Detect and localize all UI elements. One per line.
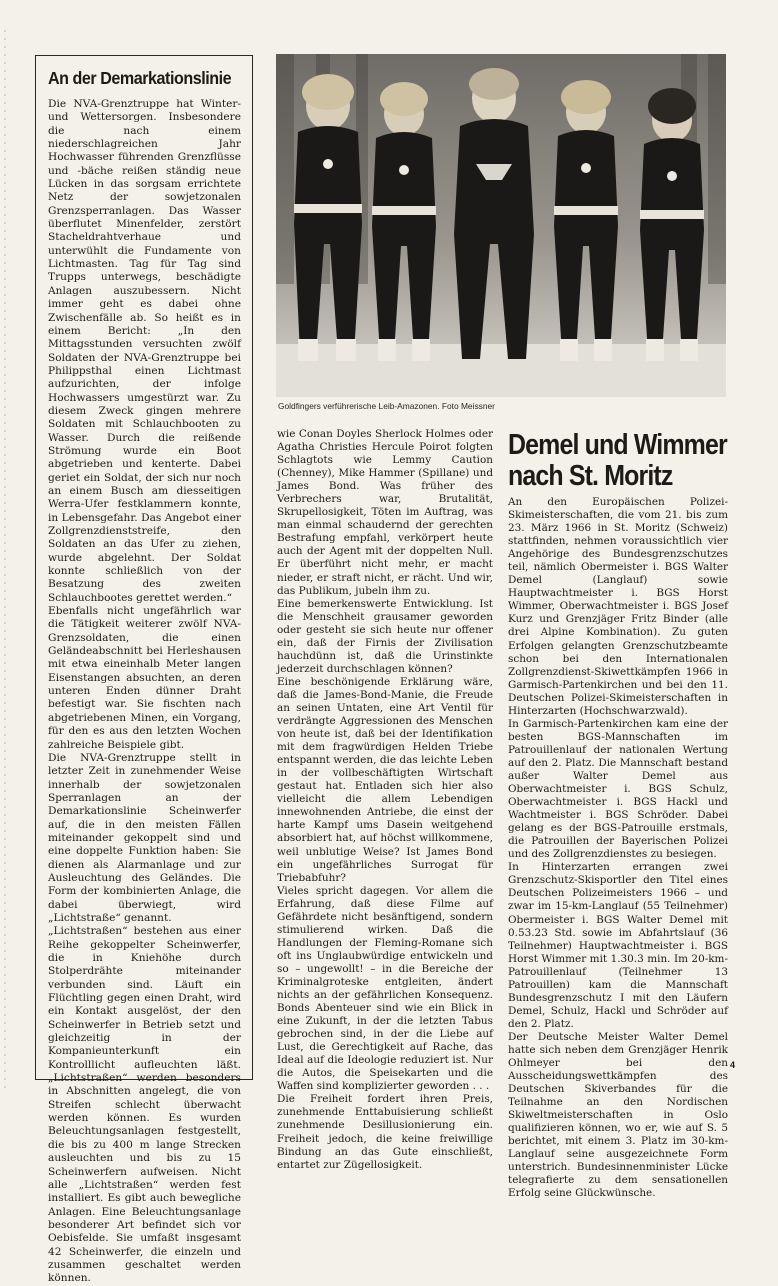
- page-number: 4: [730, 1060, 736, 1070]
- right-paragraph: Der Deutsche Meister Walter Demel hatte sich neben dem Grenzjäger Henrik Ohlmeyer bei den Ausscheidungswettkämpfen des Deutschen Skiverbandes für die Teilnahme an den Nordischen Skiweltmeisterschaften in Oslo qualifizieren können, wo er, wie auf S. 5 berichtet, mit einem 3. Platz im 30-km-Langlauf seine ausgezeichnete Form unterstrich. Bundesinnenminister Lücke telegrafierte zu dem sensationellen Erfolg seine Glückwünsche.: [508, 1030, 728, 1200]
- sidebar-article-body: [48, 98, 241, 1286]
- sidebar-article-title: An der Demarkationslinie: [48, 68, 232, 88]
- middle-paragraph: Eine beschönigende Erklärung wäre, daß die James-Bond-Manie, die Freude an seinen Untaten, eine Art Ventil für verdrängte Aggressionen des Menschen von heute ist, daß bei der Identifikation mit dem fragwürdigen Helden Triebe entspannt werden, die das leichte Leben in der vollbeschäftigten Wirtschaft gestaut hat. Entladen sich hier also vielleicht die allem Lebendigen innewohnenden Antriebe, die einst der harte Kampf ums Dasein weitgehend absorbiert hat, auf höchst willkommene, weil unblutige Weise? Ist James Bond ein ungefährliches Surrogat für Triebabfuhr?: [277, 675, 493, 884]
- scan-edge-mark: [4, 30, 6, 1090]
- middle-paragraph: wie Conan Doyles Sherlock Holmes oder Agatha Christies Hercule Poirot folgten Schlagtots wie Lemmy Caution (Chenney), Mike Hammer (Spillane) und James Bond. Was früher des Verbrechers war, Brutalität, Skrupellosigkeit, Töten im Auftrag, was man einmal schaudernd der gerechten Bestrafung empfahl, verkörpert heute auch der Agent mit der doppelten Null. Er überführt nicht mehr, er macht nieder, er straft nicht, er rächt. Und wir, das Publikum, jubeln ihm zu.: [277, 428, 493, 597]
- headline-line: nach St. Moritz: [508, 460, 673, 492]
- middle-paragraph: Eine bemerkenswerte Entwicklung. Ist die Menschheit grausamer geworden oder gesteht sie sich heute nur offener ein, daß der Firnis der Zivilisation hauchdünn ist, daß die Urinstinkte jederzeit durchschlagen können?: [277, 597, 493, 675]
- right-paragraph: In Garmisch-Partenkirchen kam eine der besten BGS-Mannschaften im Patrouillenlauf der nationalen Wertung auf den 2. Platz. Die Mannschaft bestand außer Walter Demel aus Oberwachtmeister i. BGS Schulz, Oberwachtmeister i. BGS Hackl und Wachtmeister i. BGS Schröder. Dabei gelang es der BGS-Patrouille erstmals, die Patrouillen der Bayerischen Polizei und des Zollgrenzdienstes zu besiegen.: [508, 717, 728, 861]
- sidebar-paragraph: „Lichtstraßen“ bestehen aus einer Reihe gekoppelter Scheinwerfer, die in Kniehöhe durch Stolperdrähte miteinander verbunden sind. Läuft ein Flüchtling gegen einen Draht, wird ein Kontakt ausgelöst, der den Scheinwerfer in Betrieb setzt und gleichzeitig in der Kompanieunterkunft ein Kontrolllicht aufleuchten läßt. „Lichtstraßen“ werden besonders in Abschnitten angelegt, die von Streifen schlecht überwacht werden können. Es wurden Beleuchtungsanlagen festgestellt, die bis zu 400 m lange Strecken ausleuchten und bis zu 15 Scheinwerfern aufweisen. Nicht alle „Lichtstraßen“ werden fest installiert. Es gibt auch bewegliche Anlagen. Eine Beleuchtungsanlage besonderer Art befindet sich vor Oebisfelde. Sie umfaßt insgesamt 42 Scheinwerfer, die einzeln und zusammen geschaltet werden können.: [48, 925, 241, 1285]
- middle-article-body: [277, 428, 493, 1172]
- photo-image: [276, 54, 726, 397]
- middle-paragraph: Die Freiheit fordert ihren Preis, zunehmende Enttabuisierung schließt zunehmende Desillusionierung ein. Freiheit jedoch, die keine freiwillige Bindung an das Gute einschließt, entartet zur Zügellosigkeit.: [277, 1093, 493, 1171]
- photo-amazons: [276, 54, 726, 397]
- right-paragraph: An den Europäischen Polizei-Skimeisterschaften, die vom 21. bis zum 23. März 1966 in St. Moritz (Schweiz) stattfinden, nehmen voraussichtlich vier Angehörige des Bundesgrenzschutzes teil, nämlich Obermeister i. BGS Walter Demel (Langlauf) sowie Hauptwachtmeister i. BGS Horst Wimmer, Oberwachtmeister i. BGS Josef Kurz und Grenzjäger Fritz Binder (alle drei Alpine Kombination). Zu guten Erfolgen gelangten Grenzschutzbeamte schon bei den Internationalen Zollgrenzdienst-Skiwettkämpfen 1966 in Garmisch-Partenkirchen und bei den 11. Deutschen Polizei-Skimeisterschaften in Hinterzarten (Hochschwarzwald).: [508, 496, 728, 717]
- right-article-headline: [508, 429, 727, 492]
- right-paragraph: In Hinterzarten errangen zwei Grenzschutz-Skisportler den Titel eines Deutschen Polizeimeisters 1966 – und zwar im 15-km-Langlauf (55 Teilnehmer) Obermeister i. BGS Walter Demel mit 0.53.23 Std. sowie im Abfahrtslauf (36 Teilnehmer) Hauptwachtmeister i. BGS Horst Wimmer mit 1.30.3 min. Im 20-km-Patrouillenlauf (Teilnehmer 13 Patrouillen) kam die Mannschaft Bundesgrenzschutz I mit den Läufern Demel, Schulz, Hackl und Schröder auf den 2. Platz.: [508, 861, 728, 1030]
- sidebar-article-box: [35, 55, 253, 1285]
- sidebar-paragraph: Die NVA-Grenztruppe stellt in letzter Zeit in zunehmender Weise innerhalb der sowjetzonalen Sperranlagen an der Demarkationslinie Scheinwerfer auf, die in den meisten Fällen miteinander gekoppelt sind und eine doppelte Funktion haben: Sie dienen als Alarmanlage und zur Ausleuchtung des Geländes. Die Form der kombinierten Anlage, die dabei überwiegt, wird „Lichtstraße“ genannt.: [48, 751, 241, 924]
- sidebar-paragraph: Die NVA-Grenztruppe hat Winter- und Wettersorgen. Insbesondere die nach einem niederschlagreichen Jahr Hochwasser führenden Grenzflüsse und -bäche reißen ständig neue Lücken in das sorgsam errichtete Netz der sowjetzonalen Grenzsperranlagen. Das Wasser überflutet Minenfelder, zerstört Stacheldrahtverhaue und unterwühlt die Fundamente von Lichtmasten. Tag für Tag sind Trupps unterwegs, beschädigte Anlagen auszubessern. Nicht immer geht es dabei ohne Zwischenfälle ab. So heißt es in einem Bericht: „In den Mittagsstunden versuchten zwölf Soldaten der NVA-Grenztruppe bei Philippsthal einen Lichtmast aufzurichten, der infolge Hochwassers umgestürzt war. Zu diesem Zweck gingen mehrere Soldaten mit Schlauchbooten zu Wasser. Durch die reißende Strömung wurde ein Boot abgetrieben und kenterte. Dabei geriet ein Soldat, der sich nur noch an einem Busch am diesseitigen Werra-Ufer festklammern konnte, in Lebensgefahr. Das Angebot einer Zollgrenzdienststreife, den Soldaten an das Ufer zu ziehen, wurde abgelehnt. Der Soldat konnte schließlich von der Besatzung des zweiten Schlauchbootes gerettet werden.“: [48, 98, 241, 604]
- photo-caption: Goldfingers verführerische Leib-Amazonen. Foto Meissner: [278, 401, 495, 411]
- right-article-body: [508, 496, 728, 1201]
- right-article-column: [508, 429, 728, 1200]
- sidebar-paragraph: Ebenfalls nicht ungefährlich war die Tätigkeit weiterer zwölf NVA-Grenzsoldaten, die einen Geländeabschnitt bei Herleshausen mit etwa eineinhalb Meter langen Eisenstangen absuchten, an deren unteren Enden dünner Draht befestigt war. Sie fischten nach abgetriebenen Minen, ein Vorgang, für den es aus den letzten Wochen zahlreiche Beispiele gibt.: [48, 605, 241, 751]
- middle-paragraph: Vieles spricht dagegen. Vor allem die Erfahrung, daß diese Filme auf Gefährdete nicht besänftigend, sondern stimulierend wirken. Daß die Handlungen der Fleming-Romane sich oft ins Unglaubwürdige entwickeln und so – ungewollt! – in die Bereiche der Kriminalgroteske entgleiten, ändert nichts an der gefährlichen Konsequenz. Bonds Abenteuer sind wie ein Blick in eine Zukunft, in der die letzten Tabus gebrochen sind, in der die Liebe auf Lust, die Gerechtigkeit auf Rache, das Ideal auf die Ideologie reduziert ist. Nur die Autos, die Speisekarten und die Waffen sind komplizierter geworden . . .: [277, 884, 493, 1093]
- middle-article-column: [277, 428, 493, 1171]
- headline-line: Demel und Wimmer: [508, 429, 727, 461]
